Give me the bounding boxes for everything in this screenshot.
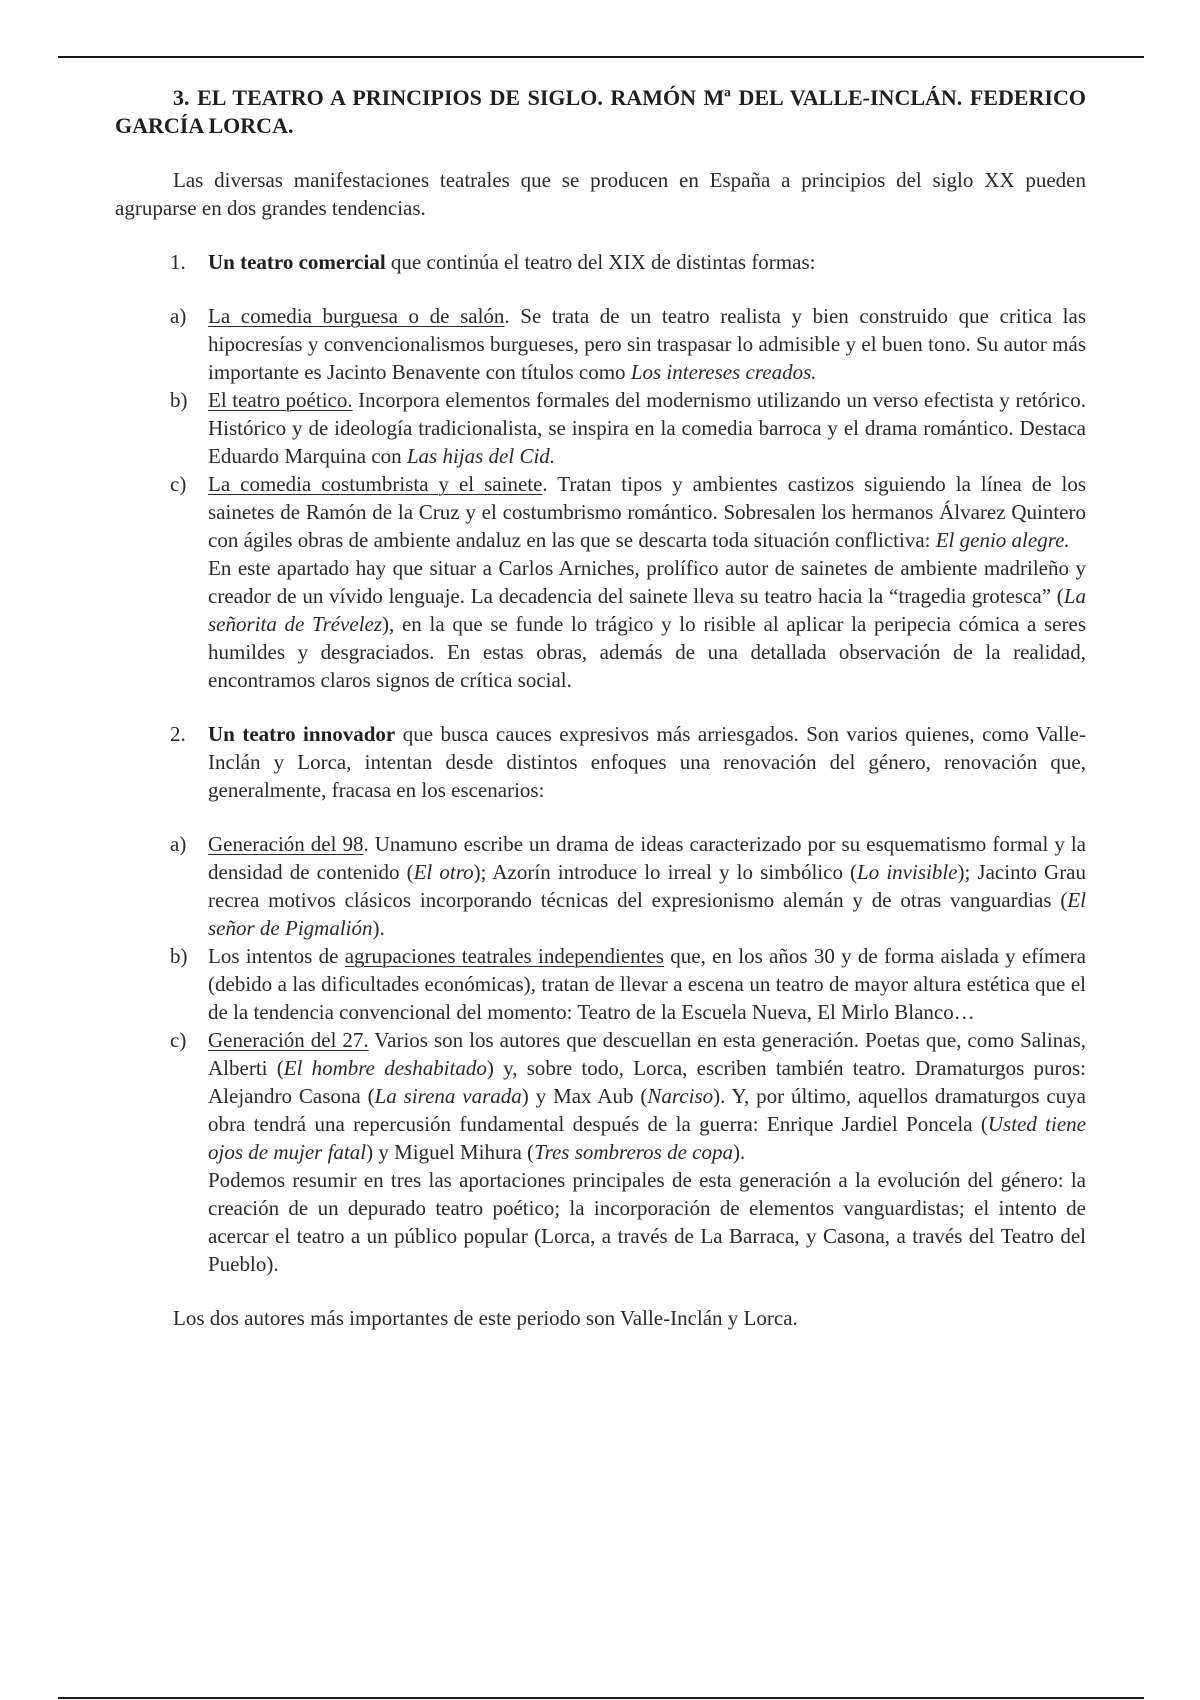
item-underlined-title: El teatro poético. — [208, 388, 353, 412]
item-underlined-title: Generación del 98 — [208, 832, 364, 856]
section-1-text: Un teatro comercial que continúa el teatro del XIX de distintas formas: — [208, 250, 816, 274]
work-title: La señorita de Trévelez — [208, 584, 1086, 636]
item-extra-paragraph: Podemos resumir en tres las aportaciones principales de esta generación a la evolución del género: la creación de un depurado teatro poético; la incorporación de elementos vanguardistas; el intento de acercar el teatro a un público popular (Lorca, a través de La Barraca, y Casona, a través del Teatro del Pueblo). — [208, 1168, 1086, 1276]
document-page — [115, 84, 1086, 1332]
list-item: a) Generación del 98. Unamuno escribe un drama de ideas caracterizado por su esquematismo formal y la densidad de contenido (El otro); Azorín introduce lo irreal y lo simbólico (Lo invisible); Jacinto Grau recrea motivos clásicos incorporando técnicas del expresionismo alemán y de otras vanguardias (El señor de Pigmalión). — [170, 832, 1087, 940]
section-1-number: 1. — [170, 250, 186, 274]
section-1-heading: Un teatro comercial — [208, 250, 386, 274]
intro-paragraph: Las diversas manifestaciones teatrales que se producen en España a principios del siglo XX pueden agruparse en dos grandes tendencias. — [115, 168, 1086, 220]
list-item: c) La comedia costumbrista y el sainete. Tratan tipos y ambientes castizos siguiendo la línea de los sainetes de Ramón de la Cruz y el costumbrismo romántico. Sobresalen los hermanos Álvarez Quintero con ágiles obras de ambiente andaluz en las que se descarta toda situación conflictiva: El genio alegre. En este apartado hay que situar a Carlos Arniches, prolífico autor de sainetes de ambiente madrileño y creador de un vívido lenguaje. La decadencia del sainete lleva su teatro hacia la “tragedia grotesca” (La señorita de Trévelez), en la que se funde lo trágico y lo risible al aplicar la peripecia cómica a seres humildes y desgraciados. En estas obras, además de una detallada observación de la realidad, encontramos claros signos de crítica social. — [170, 472, 1086, 692]
item-extra-paragraph: En este apartado hay que situar a Carlos Arniches, prolífico autor de sainetes de ambiente madrileño y creador de un vívido lenguaje. La decadencia del sainete lleva su teatro hacia la “tragedia grotesca” (La señorita de Trévelez), en la que se funde lo trágico y lo risible al aplicar la peripecia cómica a seres humildes y desgraciados. En estas obras, además de una detallada observación de la realidad, encontramos claros signos de crítica social. — [208, 556, 1086, 692]
list-item: b) Los intentos de agrupaciones teatrales independientes que, en los años 30 y de forma aislada y efímera (debido a las dificultades económicas), tratan de llevar a escena un teatro de mayor altura estética que el de la tendencia convencional del momento: Teatro de la Escuela Nueva, El Mirlo Blanco… — [170, 944, 1086, 1024]
section-2-number: 2. — [170, 722, 186, 746]
section-1-list — [115, 302, 1086, 694]
list-item: a) La comedia burguesa o de salón. Se trata de un teatro realista y bien construido que critica las hipocresías y convencionalismos burgueses, pero sin traspasar lo admisible y el buen tono. Su autor más importante es Jacinto Benavente con títulos como Los intereses creados. — [170, 304, 1086, 384]
work-title: Lo invisible — [857, 860, 958, 884]
work-title: Tres sombreros de copa — [534, 1140, 733, 1164]
list-item: c) Generación del 27. Varios son los autores que descuellan en esta generación. Poetas que, como Salinas, Alberti (El hombre deshabitado) y, sobre todo, Lorca, escriben también teatro. Dramaturgos puros: Alejandro Casona (La sirena varada) y Max Aub (Narciso). Y, por último, aquellos dramaturgos cuya obra tendrá una repercusión fundamental después de la guerra: Enrique Jardiel Poncela (Usted tiene ojos de mujer fatal) y Miguel Mihura (Tres sombreros de copa). Podemos resumir en tres las aportaciones principales de esta generación a la evolución del género: la creación de un depurado teatro poético; la incorporación de elementos vanguardistas; el intento de acercar el teatro a un público popular (Lorca, a través de La Barraca, y Casona, a través del Teatro del Pueblo). — [170, 1028, 1087, 1276]
item-underlined-title: agrupaciones teatrales independientes — [344, 944, 664, 968]
work-title: El hombre deshabitado — [283, 1056, 487, 1080]
closing-paragraph: Los dos autores más importantes de este periodo son Valle-Inclán y Lorca. — [173, 1306, 798, 1330]
work-title: El genio alegre. — [935, 528, 1070, 552]
top-rule — [58, 56, 1144, 58]
work-title: Las hijas del Cid. — [406, 444, 556, 468]
section-2-text: Un teatro innovador que busca cauces expresivos más arriesgados. Son varios quienes, como Valle-Inclán y Lorca, intentan desde distintos enfoques una renovación del género, renovación que, generalmente, fracasa en los escenarios: — [208, 722, 1086, 802]
item-underlined-title: La comedia burguesa o de salón — [208, 304, 505, 328]
work-title: Usted tiene ojos de mujer fatal — [208, 1112, 1086, 1164]
work-title: El otro — [413, 860, 474, 884]
work-title: Narciso — [647, 1084, 714, 1108]
page-title: 3. EL TEATRO A PRINCIPIOS DE SIGLO. RAMÓN Mª DEL VALLE-INCLÁN. FEDERICO GARCÍA LORCA. — [115, 85, 1086, 138]
section-2-list — [115, 830, 1086, 1278]
item-underlined-title: Generación del 27. — [208, 1028, 369, 1052]
work-title: Los intereses creados. — [630, 360, 817, 384]
work-title: La sirena varada — [374, 1084, 522, 1108]
work-title: El señor de Pigmalión — [208, 888, 1086, 940]
list-item: b) El teatro poético. Incorpora elementos formales del modernismo utilizando un verso efectista y retórico. Histórico y de ideología tradicionalista, se inspira en la comedia barroca y el drama romántico. Destaca Eduardo Marquina con Las hijas del Cid. — [170, 388, 1086, 468]
bottom-rule — [58, 1697, 1144, 1699]
item-underlined-title: La comedia costumbrista y el sainete — [208, 472, 543, 496]
section-2-heading: Un teatro innovador — [208, 722, 396, 746]
section-2 — [115, 720, 1086, 804]
section-1 — [115, 248, 1086, 276]
